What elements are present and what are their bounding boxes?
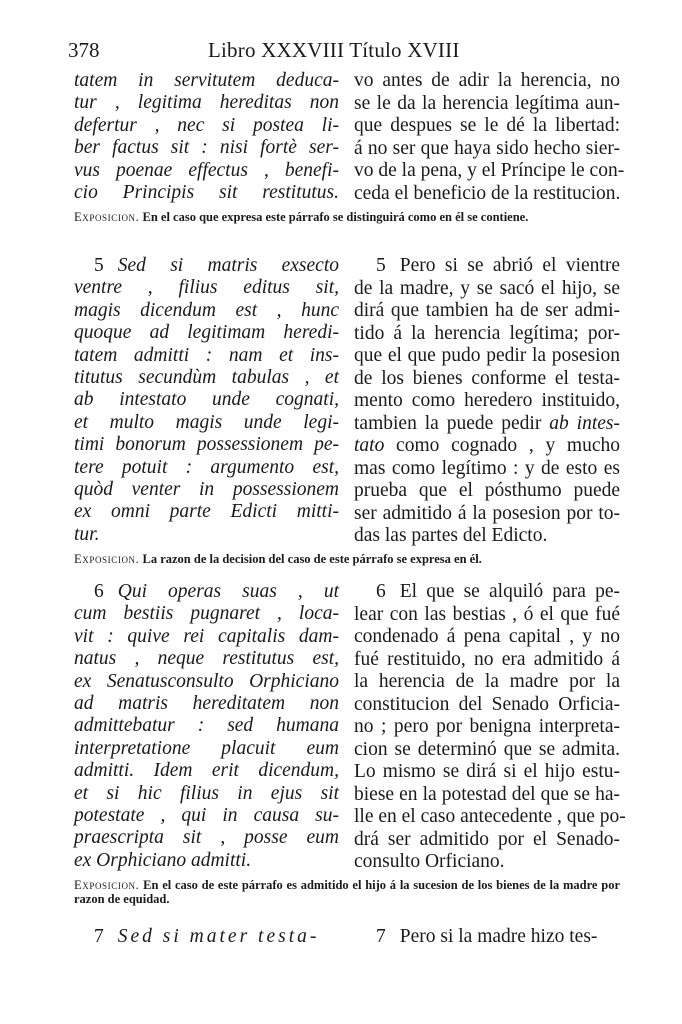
spanish-column-2 — [354, 255, 620, 548]
spanish-column-4 — [354, 926, 620, 949]
spanish-line: ceda el beneficio de la restitucion. — [354, 182, 621, 204]
spanish-line: biese en la potestad del que se ha- — [354, 783, 620, 805]
latin-line: ab intestato unde cognati, — [74, 389, 339, 411]
spanish-line-text: Pero si la madre hizo tes- — [399, 926, 598, 947]
spanish-line-text: Pero si se abrió el vientre — [399, 255, 620, 276]
spanish-line-text: como cognado , y mucho — [384, 435, 620, 456]
spanish-line: drá ser admitido por el Senado- — [354, 828, 620, 850]
latin-line: titutus secundùm tabulas , et — [74, 367, 339, 389]
spanish-line: la herencia de la madre por la — [354, 671, 620, 692]
spanish-line: das las partes del Edicto. — [354, 525, 548, 546]
latin-line: ber factus sit : nisi fortè ser- — [74, 137, 339, 159]
spanish-line: condenado á pena capital , y no — [354, 626, 620, 647]
spanish-line-text: tambien la puede pedir — [354, 412, 550, 434]
exposition-note-2 — [74, 552, 620, 566]
spanish-line: mento como heredero instituido, — [354, 390, 620, 411]
latin-line: interpretatione placuit eum — [74, 737, 339, 759]
latin-line: et si hic filius in ejus sit — [74, 782, 339, 804]
exposition-text: En el caso que expresa este párrafo se distinguirá como en él se contiene. — [142, 210, 529, 224]
latin-line: tere potuit : argumento est, — [74, 456, 339, 478]
spanish-line: ser admitido á la posesion por to- — [354, 502, 620, 524]
spanish-line-text: El que se alquiló para pe- — [399, 581, 620, 602]
spanish-line: lear con las bestias , ó el que fué — [354, 603, 620, 625]
latin-line: et multo magis unde legi- — [74, 411, 339, 433]
spanish-line: que despues se le dé la libertad: — [354, 115, 620, 136]
page-number: 378 — [68, 38, 100, 62]
spanish-line: á no ser que haya sido hecho sier- — [354, 137, 620, 159]
spanish-line: dirá que tambien ha de ser admi- — [354, 300, 620, 321]
latin-line: praescripta sit , posse eum — [74, 827, 339, 849]
latin-line: vus poenae effectus , benefi- — [74, 159, 339, 181]
spanish-line: fué restituido, no era admitido á — [354, 648, 620, 670]
latin-line-text: Sed si matris exsecto — [117, 255, 339, 276]
paragraph-number: 6 — [376, 581, 386, 602]
spanish-line: tido á la herencia legítima; por- — [354, 322, 620, 344]
latin-line: tur , legitima hereditas non — [74, 92, 339, 114]
spanish-line: se le da la herencia legítima aun- — [354, 92, 620, 114]
exposition-note-3 — [74, 878, 620, 906]
latin-line — [74, 581, 339, 603]
latin-line: cio Principis sit restitutus. — [74, 182, 339, 204]
exposition-text: En el caso de este párrafo es admitido el hijo á la sucesion de los bienes de la madre por razon de equidad. — [74, 878, 620, 906]
latin-column-4 — [74, 926, 339, 948]
spanish-line — [354, 581, 620, 604]
spanish-line — [354, 255, 620, 278]
italic-latin-phrase: ab intes- — [549, 412, 621, 434]
latin-line: tatem admitti : nam et ins- — [74, 344, 339, 366]
spanish-line: Lo mismo se dirá si el hijo estu- — [354, 761, 620, 782]
latin-line: admitti. Idem erit dicendum, — [74, 760, 339, 782]
exposition-label: Exposicion. — [74, 552, 140, 566]
spanish-line — [354, 926, 620, 949]
latin-line: vit : quive rei capitalis dam- — [74, 625, 339, 647]
exposition-text: La razon de la decision del caso de este párrafo se expresa en él. — [142, 552, 482, 566]
latin-line: admittebatur : sed humana — [74, 715, 339, 737]
spanish-line: cion se determinó que se admita. — [354, 738, 620, 760]
latin-line: quoque ad legitimam heredi- — [74, 322, 339, 344]
paragraph-number: 5 — [376, 255, 386, 276]
latin-column-2 — [74, 255, 339, 546]
latin-line: tur. — [74, 523, 100, 545]
latin-line: timi bonorum possessionem pe- — [74, 434, 339, 456]
spanish-line: de los bienes conforme el testa- — [354, 367, 620, 389]
latin-line: ventre , filius editus sit, — [74, 277, 339, 299]
spanish-line — [354, 435, 620, 458]
latin-line: magis dicendum est , hunc — [74, 299, 339, 321]
page-header — [68, 38, 618, 66]
running-title: Libro XXXVIII Título XVIII — [208, 38, 460, 62]
latin-line: ex Senatusconsulto Orphiciano — [74, 670, 339, 692]
paragraph-number: 6 — [94, 581, 104, 602]
exposition-label: Exposicion. — [74, 878, 140, 892]
spanish-line: no ; pero por benigna interpreta- — [354, 716, 620, 737]
paragraph-number: 5 — [94, 255, 104, 276]
spanish-line — [354, 413, 620, 436]
exposition-label: Exposicion. — [74, 210, 140, 224]
latin-column-3 — [74, 581, 339, 872]
paragraph-number: 7 — [94, 926, 104, 947]
exposition-note-1 — [74, 210, 620, 224]
latin-line: natus , neque restitutus est, — [74, 648, 339, 670]
spanish-line: que el que pudo pedir la posesion — [354, 345, 620, 366]
latin-line — [74, 926, 339, 948]
spanish-line: lle en el caso antecedente , que po- — [354, 806, 626, 827]
latin-line-text: Sed si mater testa- — [117, 926, 320, 947]
latin-line-text: Qui operas suas , ut — [117, 581, 339, 602]
latin-line: ad matris hereditatem non — [74, 693, 339, 715]
spanish-line: de la madre, y se sacó el hijo, se — [354, 277, 620, 299]
italic-latin-phrase: tato — [354, 435, 385, 456]
spanish-line: vo antes de adir la herencia, no — [354, 70, 620, 91]
spanish-column-1 — [354, 70, 625, 205]
spanish-line: prueba que el pósthumo puede — [354, 480, 620, 501]
spanish-line: vo de la pena, y el Príncipe le con- — [354, 160, 625, 181]
latin-line — [74, 255, 339, 277]
latin-column-1 — [74, 70, 339, 204]
latin-line: quòd venter in possessionem — [74, 479, 339, 501]
latin-line: ex omni parte Edicti mitti- — [74, 501, 339, 523]
latin-line: ex Orphiciano admitti. — [74, 849, 252, 871]
spanish-line: consulto Orficiano. — [354, 851, 505, 872]
latin-line: defertur , nec si postea li- — [74, 114, 339, 136]
spanish-line: mas como legítimo : y de esto es — [354, 457, 620, 479]
spanish-column-3 — [354, 581, 626, 874]
paragraph-number: 7 — [376, 926, 386, 947]
spanish-line: constitucion del Senado Orficia- — [354, 693, 620, 715]
latin-line: cum bestiis pugnaret , loca- — [74, 603, 339, 625]
latin-line: tatem in servitutem deduca- — [74, 70, 339, 91]
latin-line: potestate , qui in causa su- — [74, 805, 339, 827]
